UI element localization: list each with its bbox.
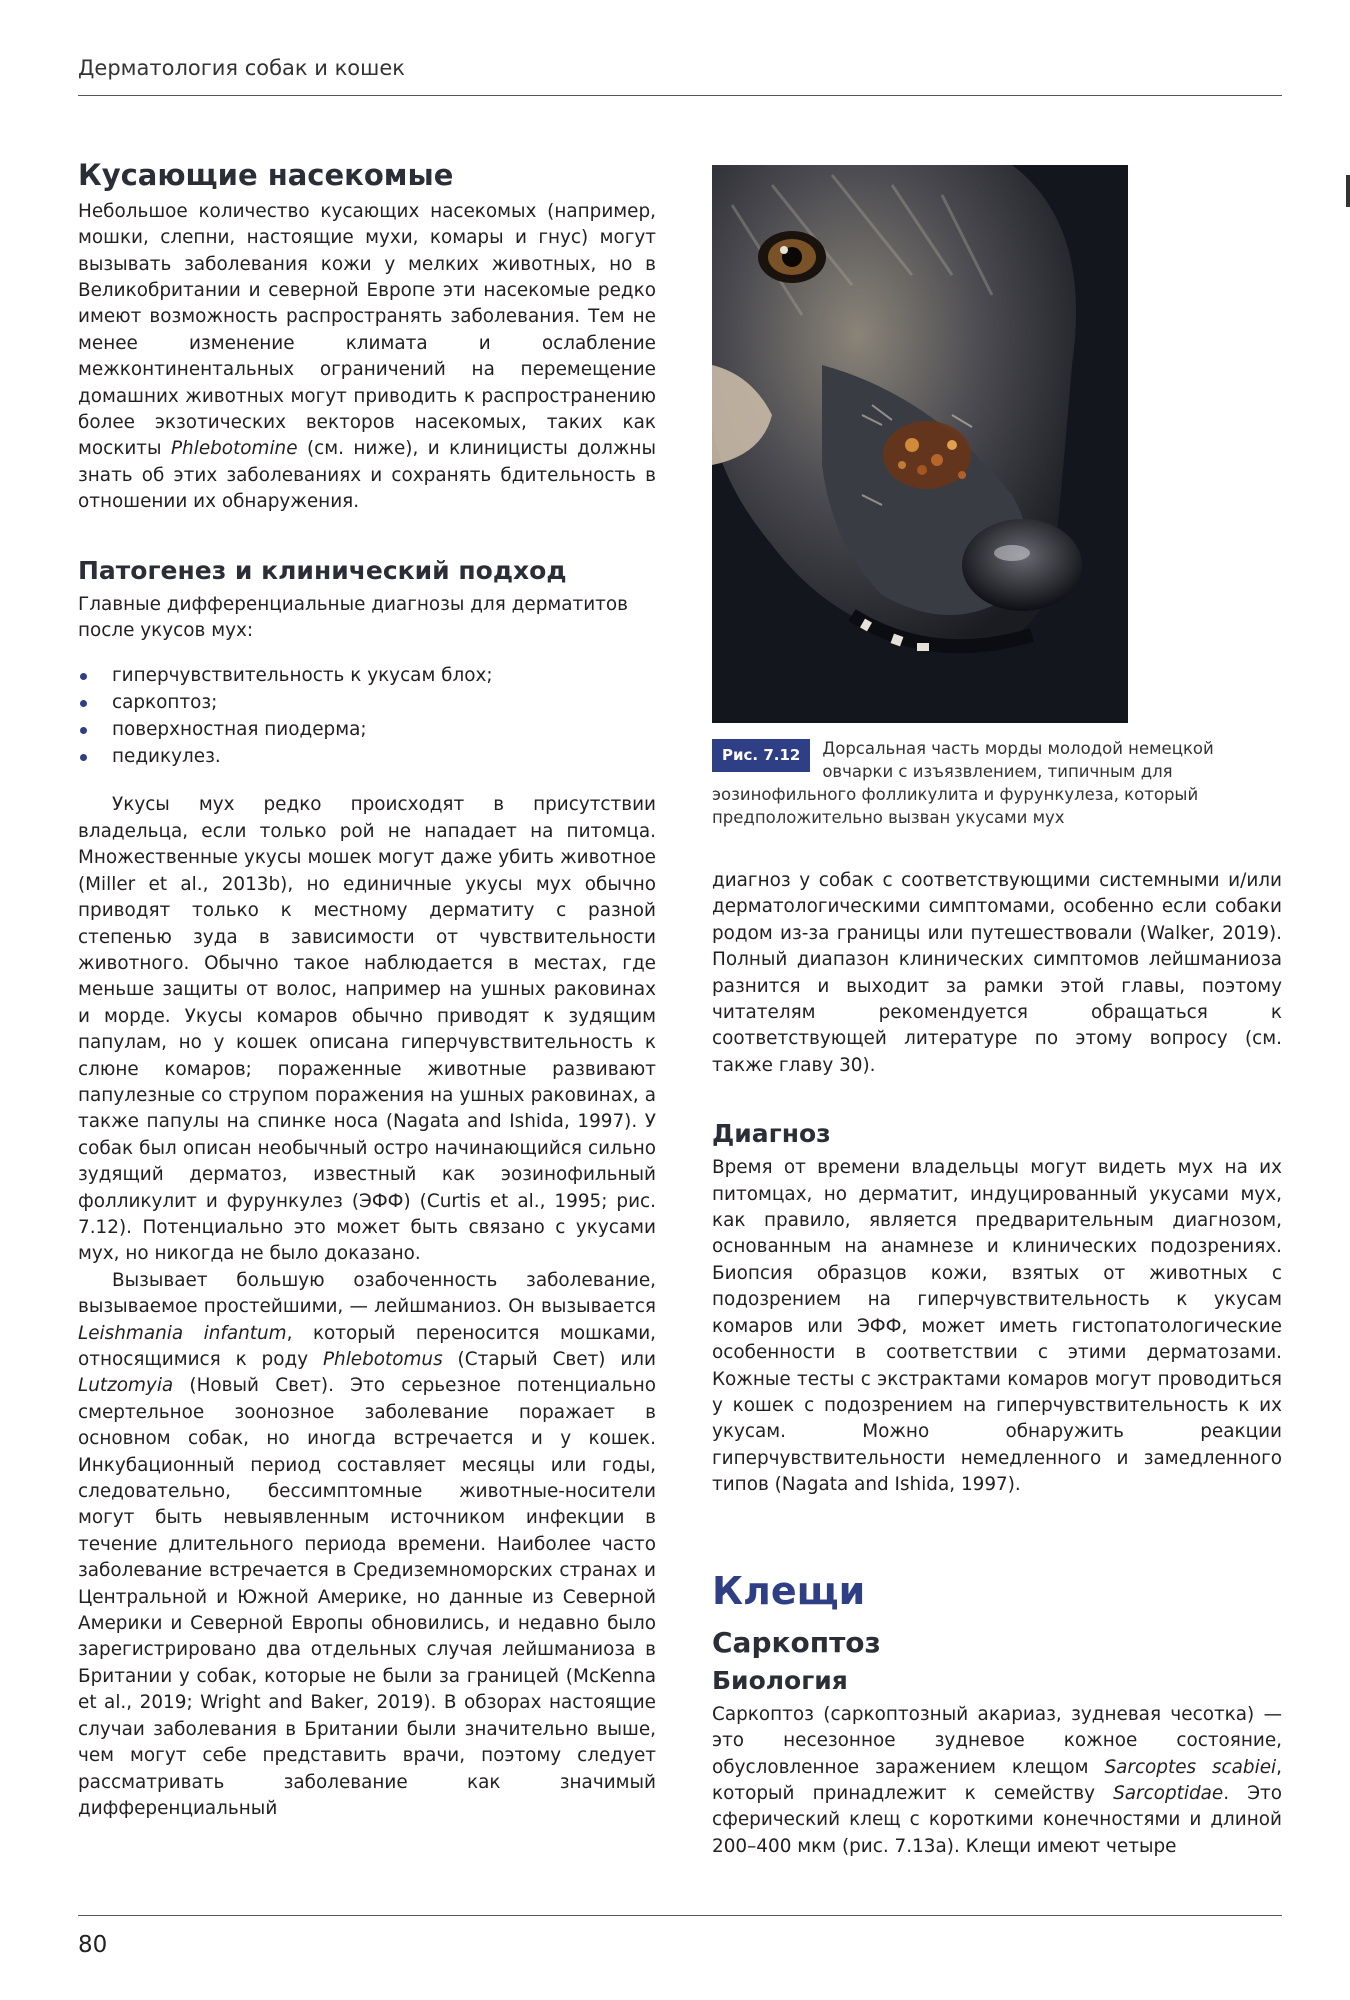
figure-label: Рис. 7.12 (712, 739, 810, 772)
section-title-mites: Клещи (712, 1568, 866, 1613)
figure-block (712, 165, 1282, 829)
section-title-biting-insects: Кусающие насекомые (78, 158, 454, 192)
differential-diagnosis-list (78, 662, 656, 770)
subsection-title-scabies: Саркоптоз (712, 1626, 881, 1660)
dog-muzzle-photo (712, 165, 1128, 723)
diagnosis-paragraph: Время от времени владельцы могут видеть мух на их питомцах, но дерматит, индуцированный укусами мух, как правило, является предварительным диагнозом, основанным на анамнезе и клинических подозрениях. Биопсия образцов кожи, взятых от животных с подозрением на гиперчувствительность к укусам комаров или ЭФФ, может иметь гистопатологические особенности в соответствии с этими дерматозами. Кожные тесты с экстрактами комаров могут проводиться у кошек с подозрением на гиперчувствительность к их укусам. Можно обнаружить реакции гиперчувствительности немедленного и замедленного типов (Nagata and Ishida, 1997). (712, 1157, 1282, 1496)
dog-muzzle-illustration (712, 165, 1128, 723)
list-item: саркоптоз; (78, 689, 656, 716)
footer-rule (78, 1915, 1282, 1916)
header-rule (78, 95, 1282, 96)
fly-bites-paragraph: Укусы мух редко происходят в присутствии владельца, если только рой не нападает на питомца. Множественные укусы мошек могут даже убить животное (Miller et al., 2013b), но единичные укусы мух обычно приводят только к местному дерматиту с разной степенью зуда в зависимости от чувствительности животного. Обычно такое наблюдается в местах, где меньше защиты от волос, например на ушных раковинах и морде. Укусы комаров обычно приводят к зудящим папулам, но у кошек описана гиперчувствительность к слюне комаров; пораженные животные развивают папулезные со струпом поражения на ушных раковинах, а также папулы на спинке носа (Nagata and Ishida, 1997). У собак был описан необычный остро начинающийся сильно зудящий дерматоз, известный как эозинофильный фолликулит и фурункулез (ЭФФ) (Curtis et al., 1995; рис. 7.12). Потенциально это может быть связано с укусами мух, но никогда не было доказано. (78, 794, 656, 1265)
list-item: гиперчувствительность к укусам блох; (78, 662, 656, 689)
figure-caption-text: Дорсальная часть морды молодой немецкой овчарки с изъязвлением, типичным для эозинофильного фолликулита и фурункулеза, который предположительно вызван укусами мух (712, 739, 1214, 827)
list-item: поверхностная пиодерма; (78, 716, 656, 743)
left-column (78, 158, 656, 1822)
leishmaniasis-continuation: диагноз у собак с соответствующими системными и/или дерматологическими симптомами, особенно если собаки родом из-за границы или путешествовали (Walker, 2019). Полный диапазон клинических симптомов лейшманиоза разнится и выходит за рамки этой главы, поэтому читателям рекомендуется обращаться к соответствующей литературе по этому вопросу (см. также главу 30). (712, 870, 1282, 1076)
subsection-title-diagnosis: Диагноз (712, 1119, 831, 1149)
pathogenesis-intro: Главные дифференциальные диагнозы для дерматитов после укусов мух: (78, 593, 628, 642)
list-item: педикулез. (78, 743, 656, 770)
subsection-title-pathogenesis: Патогенез и клинический подход (78, 555, 567, 585)
subsection-title-biology: Биология (712, 1665, 848, 1695)
leishmaniasis-paragraph: Вызывает большую озабоченность заболевание, вызываемое простейшими, — лейшманиоз. Он вызывается Leishmania infantum, который переносится мошками, относящимися к роду Phlebotomus (Старый Свет) или Lutzomyia (Новый Свет). Это серьезное потенциально смертельное зоонозное заболевание поражает в основном собак, но иногда встречается и у кошек. Инкубационный период составляет месяцы или годы, следовательно, бессимптомные животные-носители могут быть невыявленным источником инфекции в течение длительного периода времени. Наиболее часто заболевание встречается в Средиземноморских странах и Центральной и Южной Америке, но данные из Северной Америки и Северной Европы обновились, и недавно было зарегистрировано два отдельных случая лейшманиоза в Британии у собак, которые не были за границей (McKenna et al., 2019; Wright and Baker, 2019). В обзорах настоящие случаи заболевания в Британии были значительно выше, чем могут себе представить врачи, поэтому следует рассматривать заболевание как значимый дифференциальный (78, 1269, 656, 1819)
right-column (712, 868, 1282, 1860)
page-number: 80 (78, 1932, 108, 1958)
intro-paragraph: Небольшое количество кусающих насекомых (например, мошки, слепни, настоящие мухи, комары и гнус) могут вызывать заболевания кожи у мелких животных, но в Великобритании и северной Европе эти насекомые редко имеют возможность распространять заболевания. Тем не менее изменение климата и ослабление межконтинентальных ограничений на перемещение домашних животных могут приводить к распространению более экзотических векторов насекомых, таких как москиты Phlebotomine (см. ниже), и клиницисты должны знать об этих заболеваниях и сохранять бдительность в отношении их обнаружения. (78, 200, 656, 513)
page-edge-mark (1346, 175, 1350, 207)
biology-paragraph: Саркоптоз (саркоптозный акариаз, зудневая чесотка) — это несезонное зудневое кожное состояние, обусловленное заражением клещом Sarcoptes scabiei, который принадлежит к семейству Sarcoptidae. Это сферический клещ с короткими конечностями и длиной 200–400 мкм (рис. 7.13а). Клещи имеют четыре (712, 1703, 1282, 1857)
running-header: Дерматология собак и кошек (78, 56, 405, 80)
figure-caption (712, 737, 1282, 829)
